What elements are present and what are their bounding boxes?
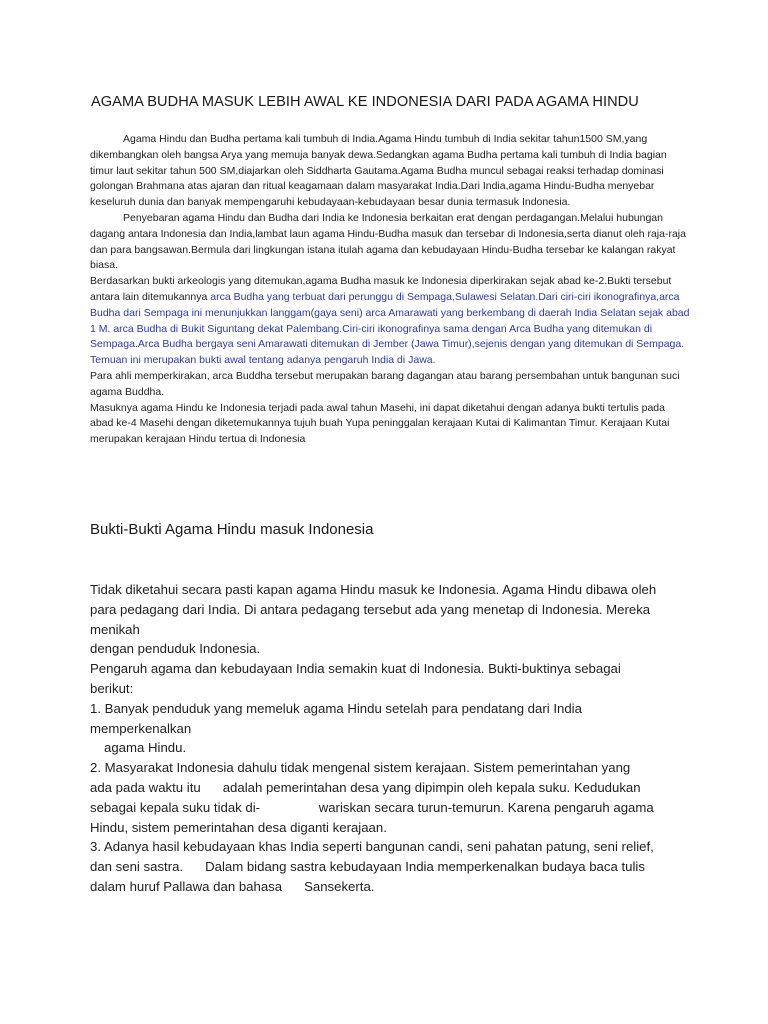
- paragraph-hindu-arrival: Masuknya agama Hindu ke Indonesia terjadi pada awal tahun Masehi, ini dapat diketahui dengan adanya bukti tertulis pada abad ke-4 Masehi dengan diketemukannya tujuh buah Yupa peninggalan kerajaan Kutai di Kalimantan Timur. Kerajaan Kutai merupakan kerajaan Hindu tertua di Indonesia: [90, 401, 670, 446]
- document-title: AGAMA BUDHA MASUK LEBIH AWAL KE INDONESIA DARI PADA AGAMA HINDU: [91, 94, 639, 110]
- text-line: 1. Banyak penduduk yang memeluk agama Hindu setelah para pendatang dari India: [90, 700, 582, 716]
- text-line: sebagai kepala suku tidak di- wariskan secara turun-temurun. Karena pengaruh agama: [90, 799, 654, 815]
- text-line: Tidak diketahui secara pasti kapan agama Hindu masuk ke Indonesia. Agama Hindu dibawa oleh: [90, 582, 657, 597]
- text-line: dalam huruf Pallawa dan bahasa Sansekerta.: [90, 878, 375, 894]
- paragraph-spread: Penyebaran agama Hindu dan Budha dari India ke Indonesia berkaitan erat dengan perdagangan.Melalui hubungan dagang antara Indonesia dan India,lambat laun agama Hindu-Budha masuk dan tersebar di Indonesia,serta dianut oleh raja-raja dan para bangsawan.Bermula dari lingkungan istana itulah agama dan kebudayaan Hindu-Budha tersebar ke kalangan rakyat biasa.: [90, 211, 686, 272]
- text-line: Pengaruh agama dan kebudayaan India semakin kuat di Indonesia. Bukti-buktinya sebagai: [90, 661, 621, 677]
- text-line: para pedagang dari India. Di antara pedagang tersebut ada yang menetap di Indonesia. Mereka: [90, 601, 651, 617]
- text-line: 3. Adanya hasil kebudayaan khas India seperti bangunan candi, seni pahatan patung, seni relief,: [90, 839, 654, 855]
- paragraph-experts: Para ahli memperkirakan, arca Buddha tersebut merupakan barang dagangan atau barang persembahan untuk bangunan suci agama Buddha.: [90, 369, 680, 398]
- text-line: berikut:: [90, 680, 134, 696]
- text-line: memperkenalkan: [90, 720, 192, 736]
- evidence-text: Berdasarkan bukti arkeologis yang ditemukan,agama Budha masuk ke Indonesia diperkirakan sejak abad ke-2.Bukti tersebut antara lain ditemukannya: [90, 275, 672, 303]
- text-line: ada pada waktu itu adalah pemerintahan desa yang dipimpin oleh kepala suku. Kedudukan: [90, 779, 641, 795]
- section-evidence-list: [90, 580, 690, 897]
- text-line: agama Hindu.: [104, 740, 187, 756]
- text-line: 2. Masyarakat Indonesia dahulu tidak mengenal sistem kerajaan. Sistem pemerintahan yang: [90, 760, 631, 776]
- text-line: menikah: [90, 621, 140, 637]
- section-heading: Bukti-Bukti Agama Hindu masuk Indonesia: [90, 521, 374, 538]
- section-intro: [90, 132, 690, 448]
- evidence-highlight-text: arca Budha yang terbuat dari perunggu di Sempaga,Sulawesi Selatan.Dari ciri-ciri ikonografinya,arca Budha dari Sempaga ini menunjukkan langgam(gaya seni) arca Amarawati yang berkembang di daerah India Selatan sejak abad 1 M. arca Budha di Bukit Siguntang dekat Palembang.Ciri-ciri ikonografinya sama dengan Arca Budha yang ditemukan di Sempaga.Arca Budha bergaya seni Amarawati ditemukan di Jember (Jawa Timur),sejenis dengan yang ditemukan di Sempaga. Temuan ini merupakan bukti awal tentang adanya pengaruh India di Jawa.: [90, 290, 690, 367]
- text-line: dan seni sastra. Dalam bidang sastra kebudayaan India memperkenalkan budaya baca tulis: [90, 859, 645, 875]
- text-line: Hindu, sistem pemerintahan desa diganti kerajaan.: [90, 819, 387, 835]
- paragraph-origin: Agama Hindu dan Budha pertama kali tumbuh di India.Agama Hindu tumbuh di India sekitar tahun1500 SM,yang dikembangkan oleh bangsa Arya yang memuja banyak dewa.Sedangkan agama Budha pertama kali tumbuh di India bagian timur laut sekitar tahun 500 SM,diajarkan oleh Siddharta Gautama.Agama Budha muncul sebagai reaksi terhadap dominasi golongan Brahmana atas ajaran dan ritual keagamaan dalam masyarakat India.Dari India,agama Hindu-Budha menyebar keseluruh dunia dan banyak mempengaruhi kebudayaan-kebudayaan besar dunia termasuk Indonesia.: [90, 133, 667, 209]
- paragraph-evidence: [90, 274, 690, 369]
- text-line: dengan penduduk Indonesia.: [90, 641, 261, 657]
